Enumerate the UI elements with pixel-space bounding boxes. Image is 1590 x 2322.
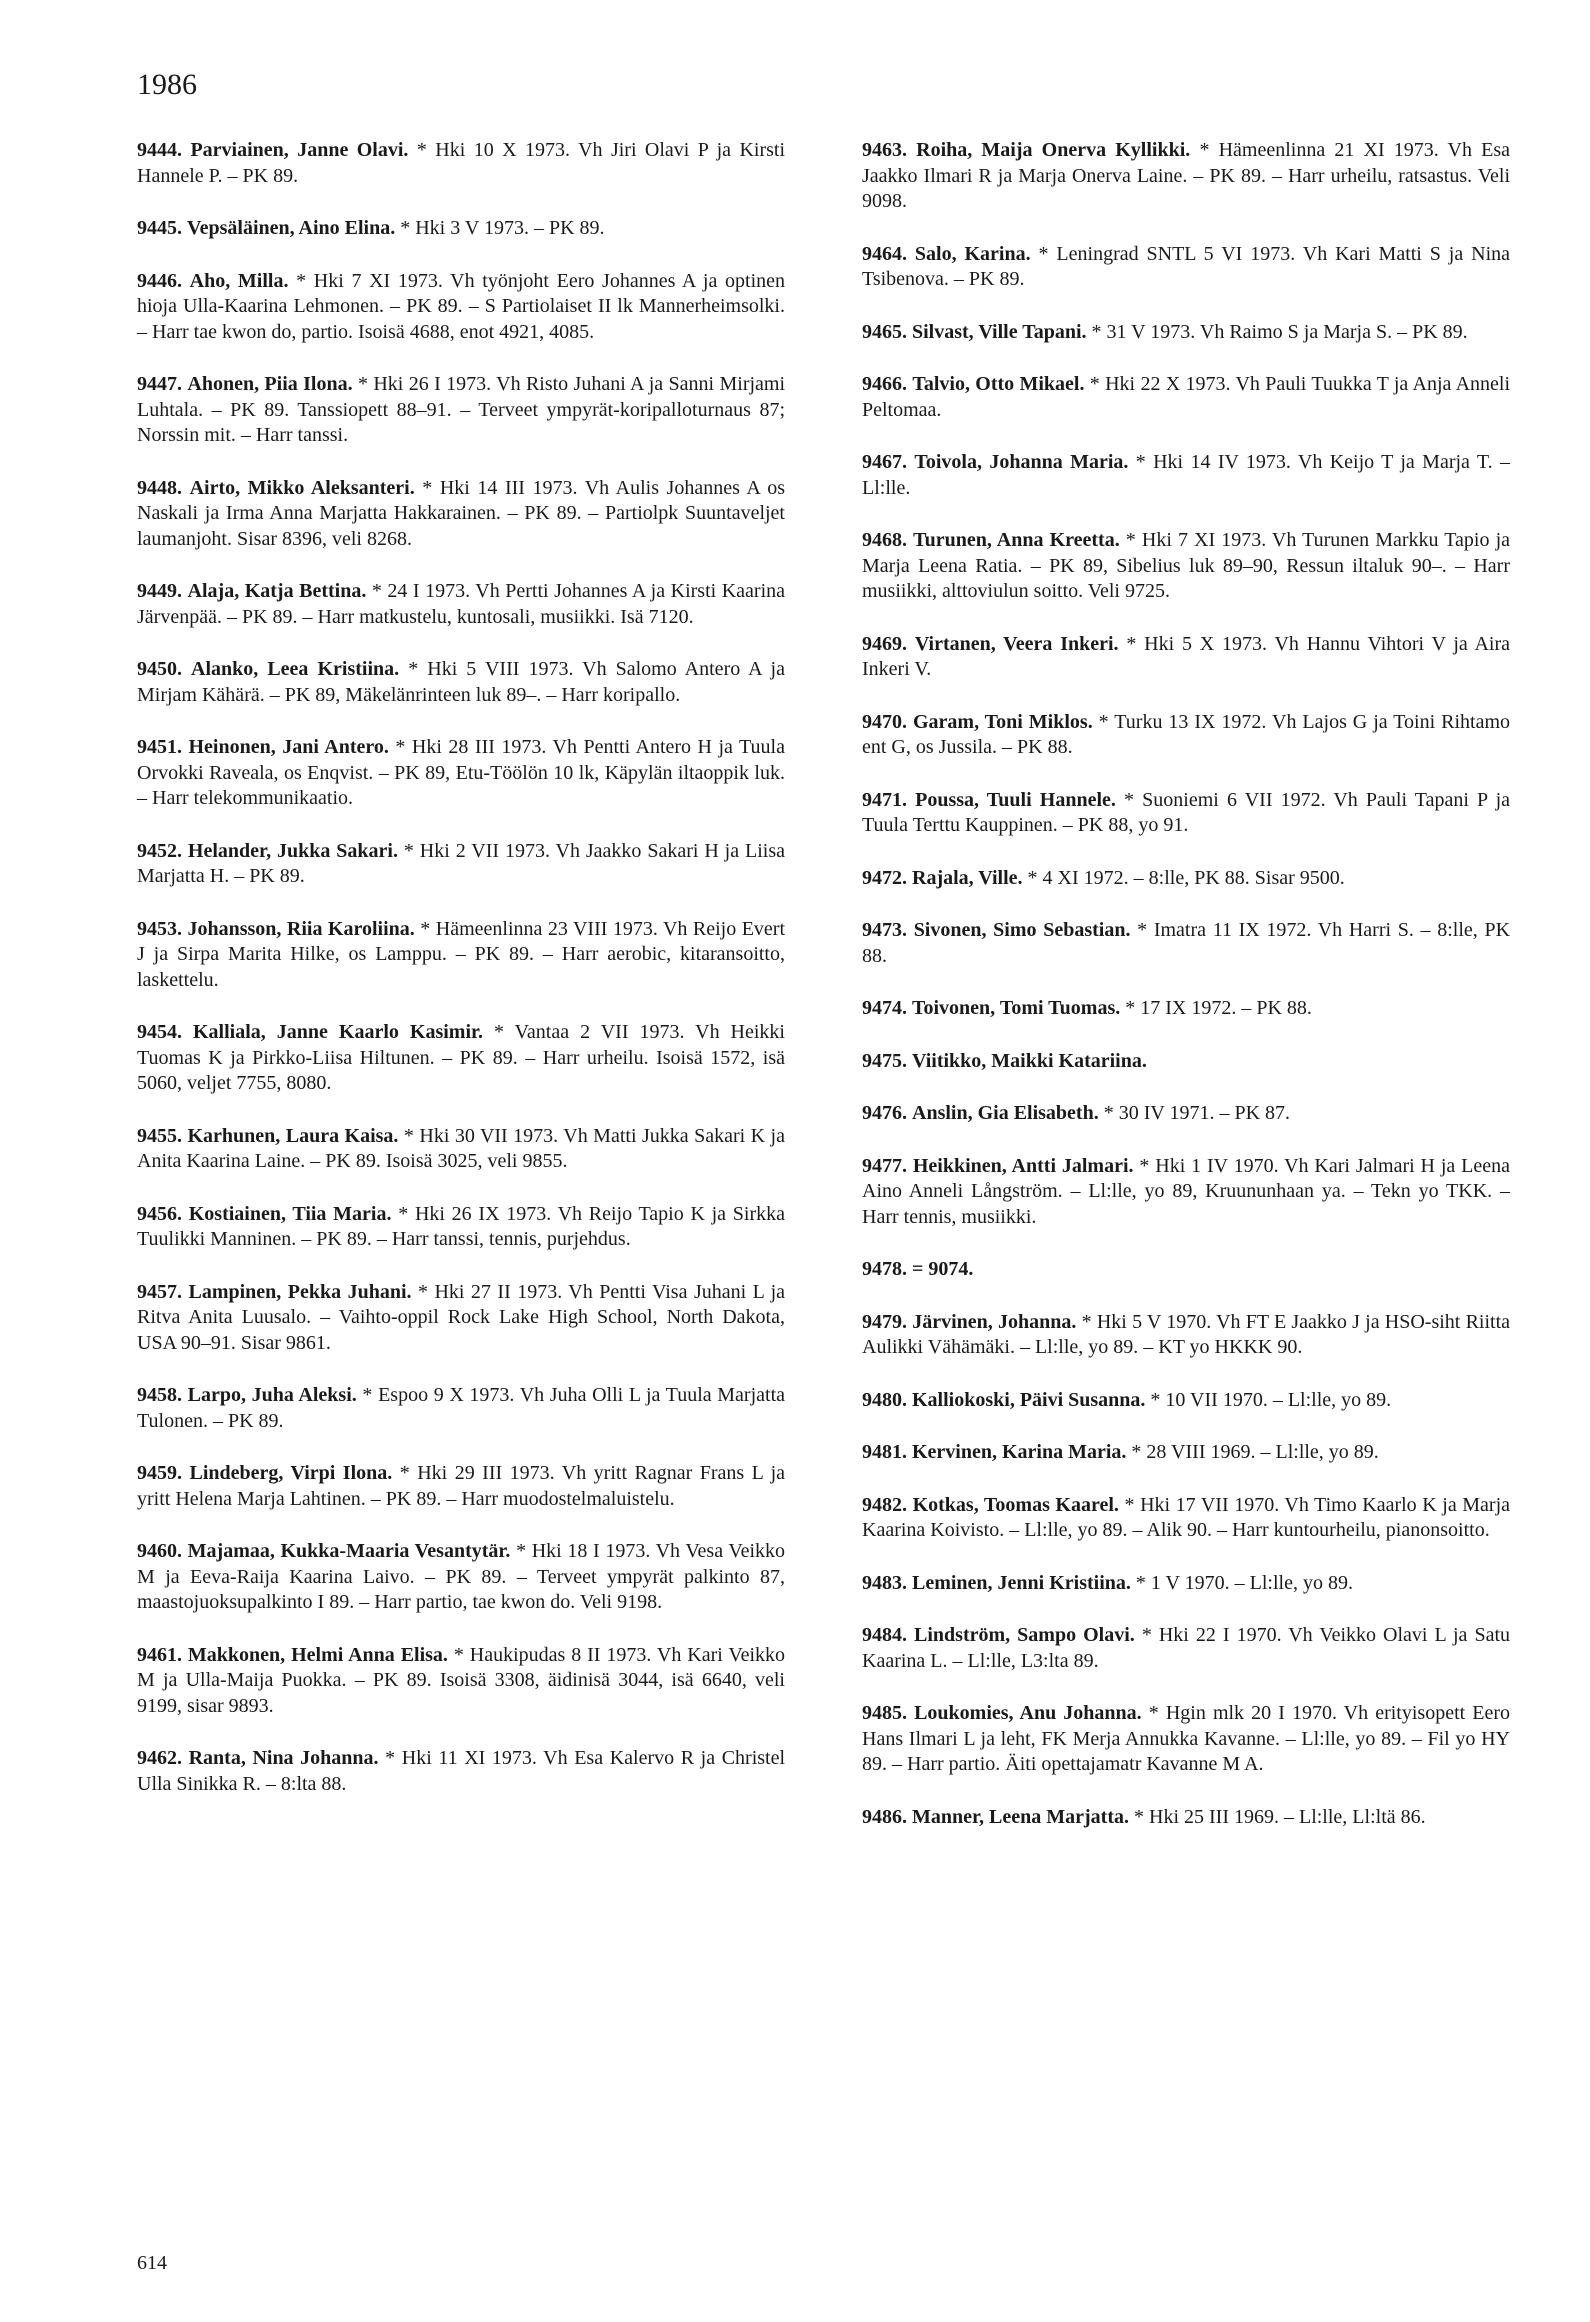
entry-details: * Vantaa 2 VII 1973. Vh Heikki Tuomas K ja Pirkko-Liisa Hiltunen. – PK 89. – Harr urheilu. Isoisä 1572, isä 5060, veljet 7755, 8080. (137, 1021, 785, 1094)
biography-entry (862, 1440, 1510, 1466)
entry-number: 9483. (862, 1571, 907, 1594)
entry-person-name: Larpo, Juha Aleksi. (187, 1384, 357, 1406)
biography-entry (137, 1539, 785, 1616)
entry-number: 9476. (862, 1102, 907, 1124)
biography-entry (862, 1388, 1510, 1414)
entry-person-name: Viitikko, Maikki Katariina. (912, 1049, 1147, 1072)
biography-entry (862, 1101, 1510, 1127)
entry-details: * Hki 5 VIII 1973. Vh Salomo Antero A ja Mirjam Kähärä. – PK 89, Mäkelänrinteen luk 89–. – Harr koripallo. (137, 658, 785, 706)
entry-details: * Hki 10 X 1973. Vh Jiri Olavi P ja Kirsti Hannele P. – PK 89. (137, 139, 786, 187)
entry-details: * Hki 27 II 1973. Vh Pentti Visa Juhani L ja Ritva Anita Luusalo. – Vaihto-oppil Rock Lake High School, North Dakota, USA 90–91. Sisar 9861. (137, 1280, 786, 1354)
entry-details: * Haukipudas 8 II 1973. Vh Kari Veikko M ja Ulla-Maija Puokka. – PK 89. Isoisä 3308, äidinisä 3044, isä 6640, veli 9199, sisar 9893. (137, 1643, 786, 1717)
entry-person-name: Helander, Jukka Sakari. (187, 839, 398, 862)
entry-number: 9482. (862, 1493, 907, 1516)
biography-entry (862, 918, 1510, 969)
biography-entry (862, 450, 1510, 501)
biography-entry (862, 632, 1510, 683)
page-year-header: 1986 (137, 68, 197, 101)
entry-number: 9451. (137, 736, 182, 758)
entry-number: 9447. (137, 373, 182, 395)
entry-person-name: Majamaa, Kukka-Maaria Vesantytär. (187, 1540, 511, 1562)
entry-details: * Hämeenlinna 21 XI 1973. Vh Esa Jaakko Ilmari R ja Marja Onerva Laine. – PK 89. – Harr urheilu, ratsastus. Veli 9098. (862, 139, 1511, 212)
entry-person-name: Anslin, Gia Elisabeth. (912, 1102, 1099, 1124)
entry-number: 9453. (137, 917, 182, 940)
entry-number: 9460. (137, 1540, 182, 1562)
entry-details: * Hki 29 III 1973. Vh yritt Ragnar Frans L ja yritt Helena Marja Lahtinen. – PK 89. – Harr muodostelmaluistelu. (137, 1462, 786, 1510)
biography-entry (862, 1701, 1510, 1778)
entry-details: * Suoniemi 6 VII 1972. Vh Pauli Tapani P ja Tuula Terttu Kauppinen. – PK 88, yo 91. (862, 788, 1510, 836)
entry-person-name: Turunen, Anna Kreetta. (913, 529, 1120, 551)
entry-number: 9472. (862, 866, 907, 889)
biography-entry (862, 788, 1510, 839)
entry-person-name: Kalliokoski, Päivi Susanna. (912, 1388, 1146, 1411)
entry-number: 9466. (862, 373, 907, 395)
entry-person-name: Lampinen, Pekka Juhani. (188, 1280, 412, 1303)
entry-details: * Hki 2 VII 1973. Vh Jaakko Sakari H ja Liisa Marjatta H. – PK 89. (137, 839, 786, 887)
entry-number: 9448. (137, 476, 182, 499)
entry-person-name: Toivonen, Tomi Tuomas. (912, 997, 1121, 1019)
entry-details: * 31 V 1973. Vh Raimo S ja Marja S. – PK 89. (1091, 320, 1468, 343)
biography-entry (862, 996, 1510, 1022)
biography-entry (137, 1020, 785, 1097)
entry-details: * 28 VIII 1969. – Ll:lle, yo 89. (1131, 1441, 1379, 1463)
entry-details: * Hki 17 VII 1970. Vh Timo Kaarlo K ja Marja Kaarina Koivisto. – Ll:lle, yo 89. – Alik 90. – Harr kuntourheilu, pianonsoitto. (862, 1493, 1511, 1541)
entry-details: * Hki 3 V 1973. – PK 89. (400, 217, 605, 239)
entry-number: 9470. (862, 710, 907, 733)
entry-number: 9455. (137, 1124, 182, 1147)
entry-number: 9456. (137, 1202, 182, 1225)
entry-person-name: Järvinen, Johanna. (912, 1310, 1077, 1333)
entry-person-name: Aho, Milla. (189, 269, 289, 292)
entry-person-name: Manner, Leena Marjatta. (912, 1805, 1129, 1828)
entry-details: * Hki 30 VII 1973. Vh Matti Jukka Sakari K ja Anita Kaarina Laine. – PK 89. Isoisä 3025, veli 9855. (137, 1124, 785, 1172)
entry-number: 9457. (137, 1280, 182, 1303)
entry-details: * Hki 5 V 1970. Vh FT E Jaakko J ja HSO-siht Riitta Aulikki Vähämäki. – Ll:lle, yo 89. – KT yo HKKK 90. (862, 1310, 1511, 1358)
entry-person-name: Leminen, Jenni Kristiina. (912, 1571, 1131, 1594)
entry-person-name: Sivonen, Simo Sebastian. (913, 919, 1131, 941)
entry-number: 9464. (862, 242, 907, 265)
biography-entry (137, 1383, 785, 1434)
page-number: 614 (137, 2252, 167, 2274)
entry-details: * Imatra 11 IX 1972. Vh Harri S. – 8:lle, PK 88. (862, 919, 1511, 967)
entry-details: * Leningrad SNTL 5 VI 1973. Vh Kari Matti S ja Nina Tsibenova. – PK 89. (862, 242, 1511, 290)
biography-entry (862, 528, 1510, 605)
biography-entry (862, 1805, 1510, 1831)
entry-details: * Hki 28 III 1973. Vh Pentti Antero H ja Tuula Orvokki Raveala, os Enqvist. – PK 89, Etu-Töölön 10 lk, Käpylän iltaoppik luk. – Harr telekommunikaatio. (137, 736, 785, 809)
entry-person-name: Lindström, Sampo Olavi. (914, 1624, 1135, 1646)
entry-person-name: Vepsäläinen, Aino Elina. (187, 217, 396, 239)
entry-details: * 1 V 1970. – Ll:lle, yo 89. (1135, 1571, 1353, 1594)
entry-details: * Hki 26 IX 1973. Vh Reijo Tapio K ja Sirkka Tuulikki Manninen. – PK 89. – Harr tanssi, tennis, purjehdus. (137, 1202, 786, 1250)
biography-entry (137, 657, 785, 708)
entry-number: 9452. (137, 839, 182, 862)
entry-details: * Hki 18 I 1973. Vh Vesa Veikko M ja Eeva-Raija Kaarina Laivo. – PK 89. – Terveet ympyrät palkinto 87, maastojuoksupalkinto I 89. – Harr partio, tae kwon do. Veli 9198. (137, 1540, 786, 1613)
entry-number: 9449. (137, 580, 182, 602)
biography-entry (862, 1623, 1510, 1674)
entry-number: 9475. (862, 1049, 907, 1072)
entry-number: 9486. (862, 1805, 907, 1828)
biography-entry (862, 138, 1510, 215)
biography-entry (862, 1493, 1510, 1544)
biography-entry (137, 269, 785, 346)
biography-entry (862, 1154, 1510, 1231)
entry-details: * Hgin mlk 20 I 1970. Vh erityisopett Eero Hans Ilmari L ja leht, FK Merja Annukka Kavanne. – Ll:lle, yo 89. – Fil yo HY 89. – Harr partio. Äiti opettajamatr Kavanne M A. (862, 1702, 1511, 1775)
entry-person-name: Ranta, Nina Johanna. (188, 1747, 379, 1769)
biography-entry (862, 1257, 1510, 1283)
entry-person-name: Poussa, Tuuli Hannele. (915, 788, 1116, 811)
biography-entry (137, 372, 785, 449)
entry-number: 9473. (862, 919, 907, 941)
biography-entry (862, 866, 1510, 892)
biography-entry (137, 735, 785, 812)
entry-number: 9461. (137, 1643, 182, 1666)
right-column (862, 138, 1510, 1857)
entry-number: 9454. (137, 1021, 182, 1043)
entry-number: 9465. (862, 320, 907, 343)
entry-details: * Hämeenlinna 23 VIII 1973. Vh Reijo Evert J ja Sirpa Marita Hilke, os Lamppu. – PK 89. – Harr aerobic, kitaransoitto, laskettelu. (137, 917, 786, 991)
entry-person-name: Ahonen, Piia Ilona. (187, 373, 353, 395)
entry-number: 9477. (862, 1154, 907, 1177)
biography-entry (137, 1124, 785, 1175)
entry-details: * 10 VII 1970. – Ll:lle, yo 89. (1150, 1388, 1392, 1411)
entry-number: 9471. (862, 788, 907, 811)
entry-person-name: Kervinen, Karina Maria. (912, 1441, 1127, 1463)
entry-person-name: Salo, Karina. (914, 242, 1031, 265)
entry-number: 9469. (862, 632, 907, 655)
entry-person-name: Loukomies, Anu Johanna. (914, 1702, 1142, 1724)
biography-entry (137, 839, 785, 890)
entry-details: * Espoo 9 X 1973. Vh Juha Olli L ja Tuula Marjatta Tulonen. – PK 89. (137, 1384, 786, 1432)
biography-entry (137, 1461, 785, 1512)
biography-entry (862, 320, 1510, 346)
left-column (137, 138, 785, 1824)
entry-person-name: Virtanen, Veera Inkeri. (914, 632, 1119, 655)
entry-person-name: Parviainen, Janne Olavi. (190, 139, 409, 161)
biography-entry (862, 1310, 1510, 1361)
entry-details: * Hki 1 IV 1970. Vh Kari Jalmari H ja Leena Aino Anneli Långström. – Ll:lle, yo 89, Kruununhaan ya. – Tekn yo TKK. – Harr tennis, musiikki. (862, 1154, 1511, 1228)
entry-person-name: Kotkas, Toomas Kaarel. (912, 1493, 1119, 1516)
entry-number: 9479. (862, 1310, 907, 1333)
entry-number: 9444. (137, 139, 182, 161)
entry-person-name: Roiha, Maija Onerva Kyllikki. (916, 139, 1191, 161)
entry-person-name: Kostiainen, Tiia Maria. (188, 1202, 392, 1225)
biography-entry (137, 1643, 785, 1720)
entry-person-name: Karhunen, Laura Kaisa. (187, 1124, 399, 1147)
entry-person-name: Kalliala, Janne Kaarlo Kasimir. (193, 1021, 484, 1043)
entry-person-name: Alaja, Katja Bettina. (187, 580, 367, 602)
entry-person-name: Heinonen, Jani Antero. (188, 736, 389, 758)
entry-details: * Hki 22 X 1973. Vh Pauli Tuukka T ja Anja Anneli Peltomaa. (862, 373, 1511, 421)
biography-entry (862, 1049, 1510, 1075)
entry-details: * Hki 7 XI 1973. Vh Turunen Markku Tapio ja Marja Leena Ratia. – PK 89, Sibelius luk 89–90, Ressun iltaluk 90–. – Harr musiikki, alttoviulun soitto. Veli 9725. (862, 529, 1510, 602)
entry-person-name: Johansson, Riia Karoliina. (187, 917, 415, 940)
biography-entry (862, 710, 1510, 761)
entry-person-name: Toivola, Johanna Maria. (914, 451, 1129, 473)
entry-person-name: Silvast, Ville Tapani. (912, 320, 1087, 343)
biography-entry (137, 1746, 785, 1797)
entry-number: 9485. (862, 1702, 907, 1724)
entry-details: * 30 IV 1971. – PK 87. (1103, 1102, 1291, 1124)
entry-person-name: Airto, Mikko Aleksanteri. (189, 476, 415, 499)
entry-person-name: Garam, Toni Miklos. (912, 710, 1093, 733)
entry-details: * 4 XI 1972. – 8:lle, PK 88. Sisar 9500. (1027, 866, 1345, 889)
entry-number: 9446. (137, 269, 182, 292)
entry-details: * 17 IX 1972. – PK 88. (1125, 997, 1312, 1019)
entry-number: 9450. (137, 658, 182, 680)
entry-details: * 24 I 1973. Vh Pertti Johannes A ja Kirsti Kaarina Järvenpää. – PK 89. – Harr matkustelu, kuntosali, musiikki. Isä 7120. (137, 580, 786, 628)
entry-details: * Hki 25 III 1969. – Ll:lle, Ll:ltä 86. (1134, 1805, 1426, 1828)
entry-number: 9462. (137, 1747, 182, 1769)
entry-person-name: Heikkinen, Antti Jalmari. (912, 1154, 1134, 1177)
entry-details: * Hki 26 I 1973. Vh Risto Juhani A ja Sanni Mirjami Luhtala. – PK 89. Tanssiopett 88–91. – Terveet ympyrät-koripalloturnaus 87; Norssin mit. – Harr tanssi. (137, 373, 786, 446)
entry-details: * Hki 14 IV 1973. Vh Keijo T ja Marja T. – Ll:lle. (862, 451, 1510, 499)
entry-details: * Hki 22 I 1970. Vh Veikko Olavi L ja Satu Kaarina L. – Ll:lle, L3:lta 89. (862, 1624, 1510, 1672)
biography-entry (137, 476, 785, 553)
entry-person-name: Rajala, Ville. (912, 866, 1023, 889)
entry-person-name: Alanko, Leea Kristiina. (191, 658, 400, 680)
entry-number: 9480. (862, 1388, 907, 1411)
entry-details: * Hki 5 X 1973. Vh Hannu Vihtori V ja Aira Inkeri V. (862, 632, 1511, 680)
biography-entry (862, 242, 1510, 293)
entry-person-name: = 9074. (912, 1258, 974, 1280)
entry-details: * Hki 14 III 1973. Vh Aulis Johannes A os Naskali ja Irma Anna Marjatta Hakkarainen. – PK 89. – Partiolpk Suuntaveljet laumanjoht. Sisar 8396, veli 8268. (137, 476, 786, 550)
biography-entry (137, 138, 785, 189)
biography-entry (137, 1202, 785, 1253)
entry-number: 9478. (862, 1258, 907, 1280)
entry-details: * Turku 13 IX 1972. Vh Lajos G ja Toini Rihtamo ent G, os Jussila. – PK 88. (862, 710, 1511, 758)
entry-number: 9463. (862, 139, 907, 161)
entry-number: 9459. (137, 1462, 182, 1484)
biography-entry (137, 917, 785, 994)
entry-number: 9481. (862, 1441, 907, 1463)
entry-person-name: Makkonen, Helmi Anna Elisa. (187, 1643, 448, 1666)
entry-number: 9468. (862, 529, 907, 551)
entry-number: 9458. (137, 1384, 182, 1406)
biography-entry (137, 216, 785, 242)
entry-details: * Hki 11 XI 1973. Vh Esa Kalervo R ja Christel Ulla Sinikka R. – 8:lta 88. (137, 1747, 786, 1795)
entry-number: 9484. (862, 1624, 907, 1646)
entry-number: 9445. (137, 217, 182, 239)
biography-entry (137, 1280, 785, 1357)
biography-entry (862, 372, 1510, 423)
entry-person-name: Talvio, Otto Mikael. (912, 373, 1085, 395)
entry-person-name: Lindeberg, Virpi Ilona. (189, 1462, 393, 1484)
entry-details: * Hki 7 XI 1973. Vh työnjoht Eero Johannes A ja optinen hioja Ulla-Kaarina Lehmonen. – PK 89. – S Partiolaiset II lk Mannerheimsolki. – Harr tae kwon do, partio. Isoisä 4688, enot 4921, 4085. (137, 269, 786, 343)
entry-number: 9467. (862, 451, 907, 473)
entry-number: 9474. (862, 997, 907, 1019)
biography-entry (137, 579, 785, 630)
biography-entry (862, 1571, 1510, 1597)
